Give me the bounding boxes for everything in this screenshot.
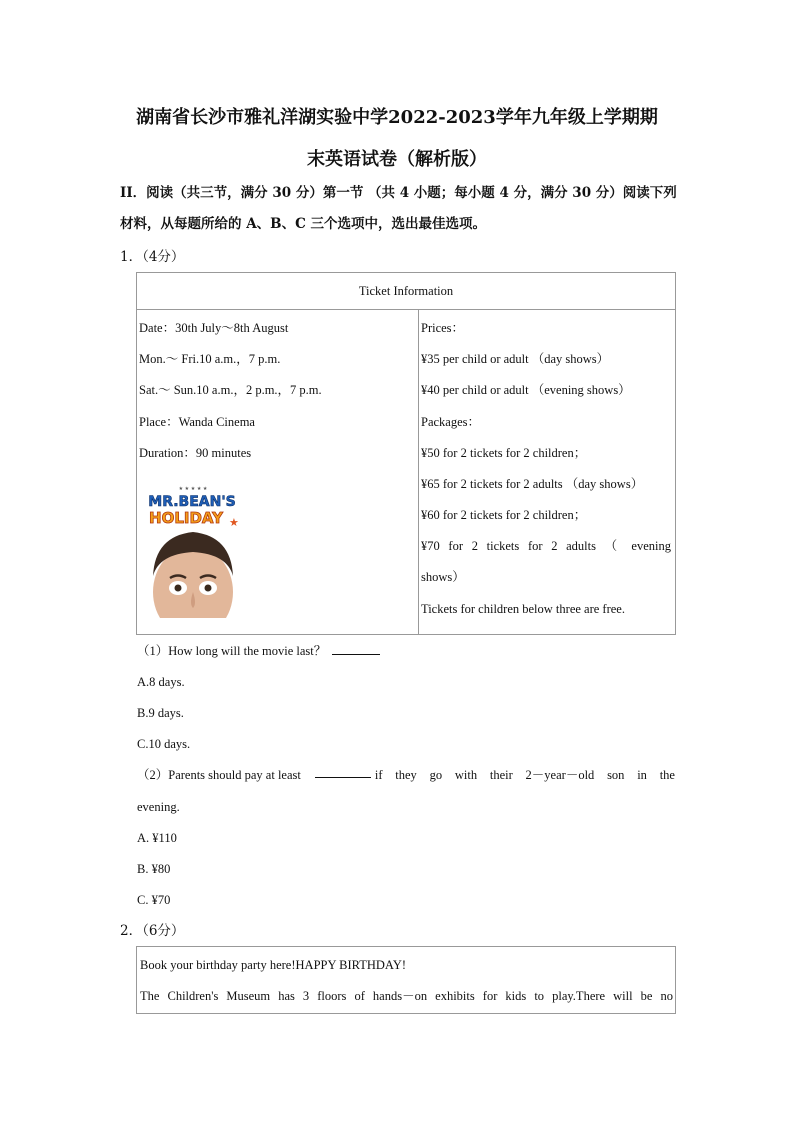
option-2c: C. ¥70 — [137, 893, 171, 907]
ticket-place: Place：Wanda Cinema — [139, 415, 255, 429]
package-adults-evening: ¥70 for 2 tickets for 2 adults （ evening — [421, 539, 671, 553]
poster-logo-line-2: HOLIDAY — [149, 509, 223, 527]
option-1b: B.9 days. — [137, 706, 184, 720]
price-evening: ¥40 per child or adult （evening shows） — [421, 383, 631, 397]
ticket-prices-cell — [419, 310, 676, 635]
section-instructions — [120, 178, 680, 240]
passage-line-2: The Children's Museum has 3 floors of hands－on exhibits for kids to play.There will be no — [140, 989, 673, 1003]
option-2b: B. ¥80 — [137, 862, 171, 876]
answer-blank — [332, 642, 380, 655]
ticket-duration: Duration：90 minutes — [139, 446, 252, 460]
section-instructions-line-2: 材料，从每题所给的 A、B、C 三个选项中，选出最佳选项。 — [120, 216, 487, 232]
package-children-day: ¥50 for 2 tickets for 2 children； — [421, 446, 587, 460]
document-title-line-1: 湖南省长沙市雅礼洋湖实验中学2022-2023学年九年级上学期期 — [136, 107, 658, 128]
option-2a: A. ¥110 — [137, 831, 177, 845]
sub-question-1-text: （1）How long will the movie last？ — [137, 644, 327, 658]
package-adults-day: ¥65 for 2 tickets for 2 adults （day shows） — [421, 477, 644, 491]
poster-logo-line-1: MR.BEAN'S — [148, 494, 236, 510]
sub-question-2-text-c: evening. — [137, 800, 180, 814]
option-1a: A.8 days. — [137, 675, 185, 689]
document-title-line-2: 末英语试卷（解析版） — [307, 149, 487, 170]
package-children-evening: ¥60 for 2 tickets for 2 children； — [421, 508, 587, 522]
svg-text:★: ★ — [229, 516, 239, 529]
svg-text:★ ★ ★ ★ ★: ★ ★ ★ ★ ★ — [178, 486, 208, 492]
sub-question-2-text-a: （2）Parents should pay at least — [137, 768, 301, 782]
ticket-schedule-cell — [137, 310, 419, 635]
question-1-label: 1．（4分） — [120, 249, 185, 265]
passage-line-1: Book your birthday party here!HAPPY BIRTHDAY! — [140, 958, 407, 972]
packages-heading: Packages： — [421, 415, 481, 429]
movie-poster-image — [143, 480, 243, 622]
free-tickets-note: Tickets for children below three are free. — [421, 602, 625, 616]
ticket-weekend-times: Sat.～ Sun.10 a.m.，2 p.m.，7 p.m. — [139, 383, 322, 397]
ticket-weekday-times: Mon.～ Fri.10 a.m.，7 p.m. — [139, 352, 281, 366]
ticket-table-heading: Ticket Information — [137, 273, 676, 310]
birthday-party-passage — [136, 946, 676, 1014]
ticket-date: Date：30th July～8th August — [139, 321, 289, 335]
package-adults-evening-cont: shows） — [421, 570, 465, 584]
prices-heading: Prices： — [421, 321, 465, 335]
question-2-label: 2．（6分） — [120, 923, 185, 939]
sub-question-2-text-b: if they go with their 2－year－old son in the — [374, 768, 675, 782]
answer-blank — [315, 765, 371, 778]
option-1c: C.10 days. — [137, 737, 191, 751]
price-day: ¥35 per child or adult （day shows） — [421, 352, 610, 366]
ticket-information-table — [136, 272, 676, 635]
sub-question-1 — [137, 641, 380, 661]
section-instructions-line-1: II．阅读（共三节，满分 30 分）第一节 （共 4 小题；每小题 4 分，满分 30 分）阅读下列 — [120, 185, 677, 201]
poster-art — [143, 480, 243, 622]
sub-question-2 — [137, 765, 675, 785]
